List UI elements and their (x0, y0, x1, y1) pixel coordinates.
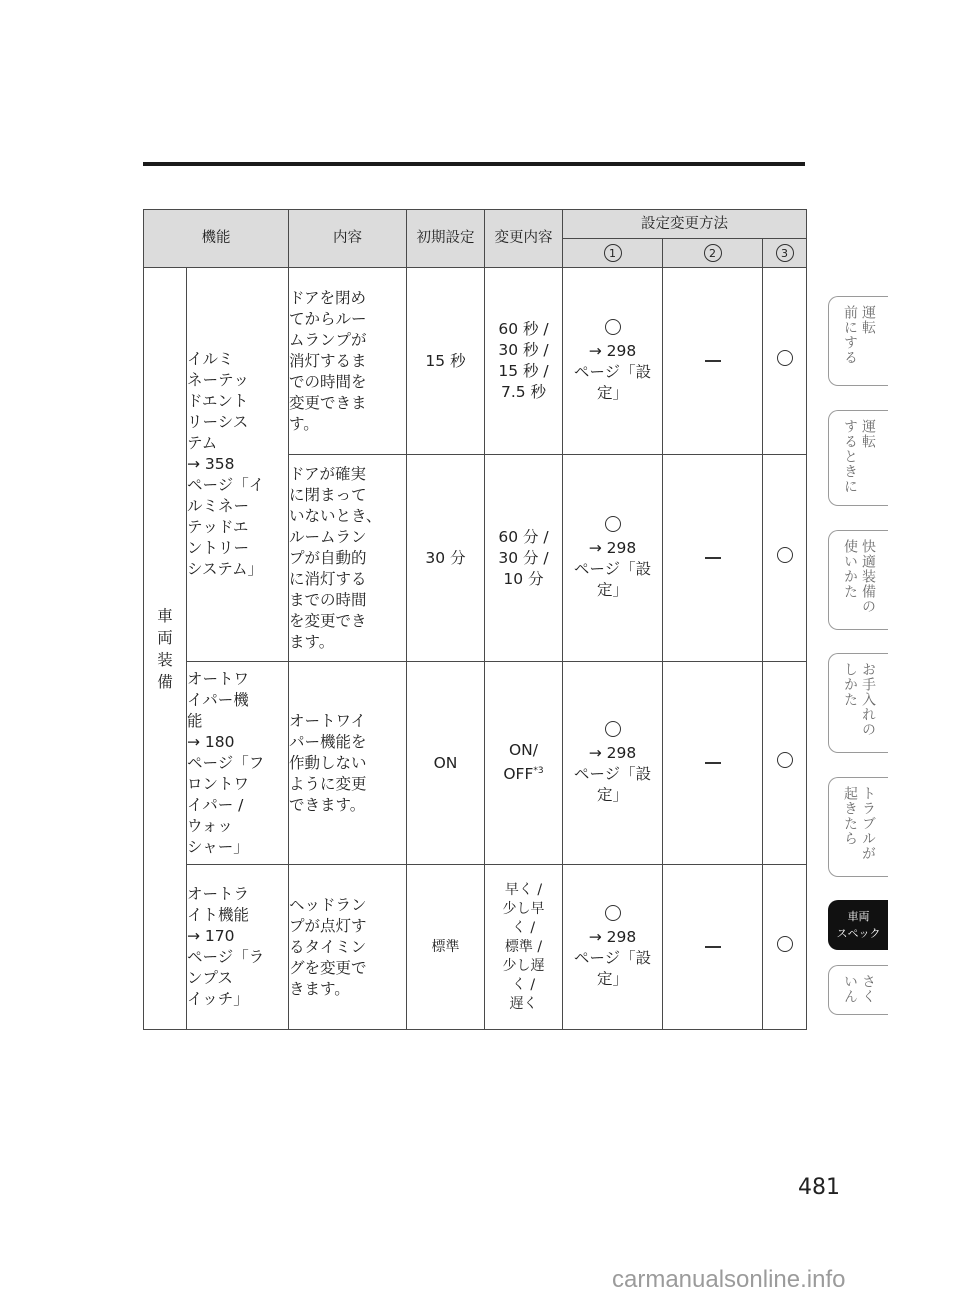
method3-cell (763, 662, 807, 865)
header-method-3: 3 (763, 239, 807, 268)
spec-table (143, 209, 807, 1030)
header-method-2: 2 (663, 239, 763, 268)
dash-icon (705, 360, 721, 362)
header-method: 設定変更方法 (563, 210, 807, 239)
header-row (144, 210, 807, 239)
method3-cell (763, 268, 807, 455)
side-tab-comfort-equipment[interactable]: 快適装備の 使いかた (828, 530, 888, 630)
circle-icon (777, 547, 793, 563)
circle-icon (605, 319, 621, 335)
initial-cell: 30 分 (407, 455, 485, 662)
circle-icon (777, 752, 793, 768)
change-cell: 60 秒 / 30 秒 / 15 秒 / 7.5 秒 (485, 268, 563, 455)
circle-icon (605, 905, 621, 921)
watermark: carmanualsonline.info (612, 1266, 846, 1293)
method2-cell (663, 865, 763, 1030)
function-cell: オートワ イパー機 能 → 180 ページ「フ ロントワ イパー / ウォッ シャー」 (187, 662, 289, 865)
method1-cell: → 298 ページ「設 定」 (563, 865, 663, 1030)
header-rule (143, 162, 805, 166)
side-tab-before-driving[interactable]: 運転 前にする (828, 296, 888, 386)
change-cell: 早く / 少し早 く / 標準 / 少し遅 く / 遅く (485, 865, 563, 1030)
category-cell: 車 両 装 備 (144, 268, 187, 1030)
footnote-mark: *3 (533, 766, 544, 777)
method3-cell (763, 865, 807, 1030)
method1-cell: → 298 ページ「設 定」 (563, 268, 663, 455)
content-cell: ドアを閉め てからルー ムランプが 消灯するま での時間を 変更できま す。 (289, 268, 407, 455)
function-cell: オートラ イト機能 → 170 ページ「ラ ンプス イッチ」 (187, 865, 289, 1030)
change-cell: 60 分 / 30 分 / 10 分 (485, 455, 563, 662)
dash-icon (705, 762, 721, 764)
header-function: 機能 (144, 210, 289, 268)
side-tab-index[interactable]: さく いん (828, 965, 888, 1015)
side-tab-maintenance[interactable]: お手入れの しかた (828, 653, 888, 753)
function-cell: イルミ ネーテッ ドエント リーシス テム → 358 ページ「イ ルミネー テッドエ ントリー システム」 (187, 268, 289, 662)
method2-cell (663, 662, 763, 865)
method3-cell (763, 455, 807, 662)
side-tab-troubleshooting[interactable]: トラブルが 起きたら (828, 777, 888, 877)
circle-icon (777, 350, 793, 366)
circle-icon (605, 516, 621, 532)
initial-cell: ON (407, 662, 485, 865)
table-row (144, 268, 807, 455)
header-change: 変更内容 (485, 210, 563, 268)
content-cell: ドアが確実 に閉まって いないとき、 ルームラン プが自動的 に消灯する までの時間 を変更でき ます。 (289, 455, 407, 662)
header-method-1: 1 (563, 239, 663, 268)
content-cell: オートワイ パー機能を 作動しない ように変更 できます。 (289, 662, 407, 865)
change-cell: ON/ OFF$^{*3}$ (485, 662, 563, 865)
dash-icon (705, 946, 721, 948)
header-initial: 初期設定 (407, 210, 485, 268)
method2-cell (663, 455, 763, 662)
table-row (144, 865, 807, 1030)
side-tab-vehicle-specs[interactable]: 車両 スペック (828, 900, 888, 950)
table-row (144, 662, 807, 865)
content-cell: ヘッドラン プが点灯す るタイミン グを変更で きます。 (289, 865, 407, 1030)
circle-icon (777, 936, 793, 952)
header-content: 内容 (289, 210, 407, 268)
method1-cell: → 298 ページ「設 定」 (563, 455, 663, 662)
side-tab-while-driving[interactable]: 運転 するときに (828, 410, 888, 506)
page-number: 481 (798, 1175, 840, 1200)
circle-icon (605, 721, 621, 737)
method2-cell (663, 268, 763, 455)
initial-cell: 15 秒 (407, 268, 485, 455)
method1-cell: → 298 ページ「設 定」 (563, 662, 663, 865)
dash-icon (705, 557, 721, 559)
initial-cell: 標準 (407, 865, 485, 1030)
